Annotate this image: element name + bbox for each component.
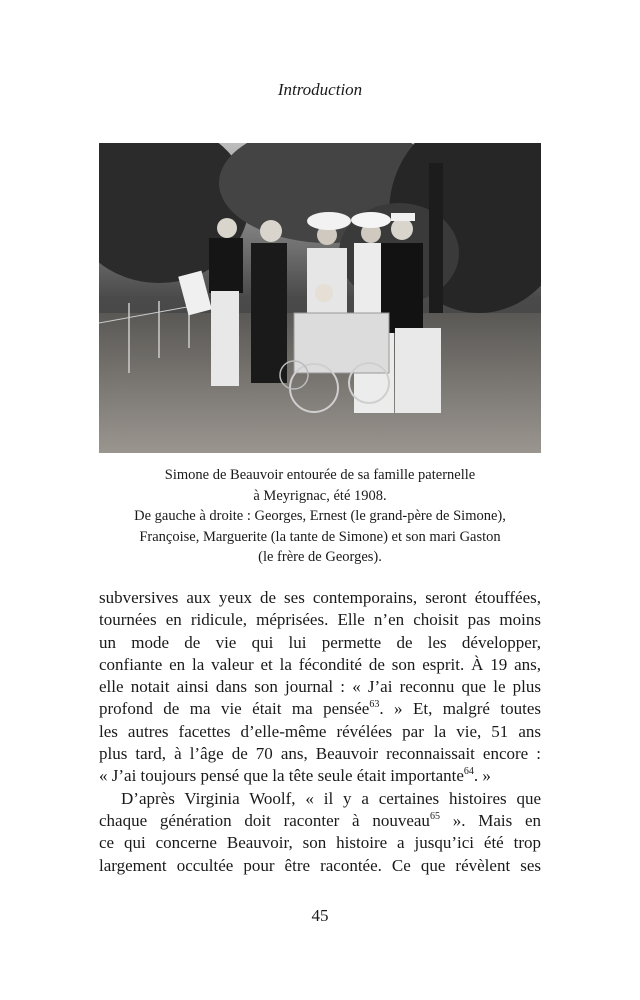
text-fragment: chaque génération doit raconter à nouveau [99,810,430,830]
text-line [99,765,541,787]
caption-line: à Meyrignac, été 1908. [253,487,387,504]
family-photo [99,143,541,453]
text-line: elle notait ainsi dans son journal : « J’ai reconnu que le plus [99,677,541,697]
footnote-ref-64[interactable]: 64 [463,766,474,778]
text-line: confiante en la valeur et la fécondité de son esprit. À 19 ans, [99,654,541,674]
caption-line: Françoise, Marguerite (la tante de Simone) et son mari Gaston [139,528,501,545]
text-fragment: . » Et, malgré toutes [379,699,541,719]
text-line: un mode de vie qui lui permette de les développer, [99,632,541,652]
running-head: Introduction [277,80,363,99]
text-line: D’après Virginia Woolf, « il y a certaines histoires que [121,788,541,808]
text-line: plus tard, à l’âge de 70 ans, Beauvoir reconnaissait encore : [99,744,541,764]
body-text [99,587,541,877]
footnote-ref-65[interactable]: 65 [429,810,440,822]
footnote-ref-63[interactable]: 63 [369,699,380,711]
text-line: les autres facettes d’elle-même révélées par la vie, 51 ans [99,721,541,741]
text-fragment: « J’ai toujours pensé que la tête seule était importante [99,766,464,786]
text-line: ce qui concerne Beauvoir, son histoire a jusqu’ici été trop [99,833,541,853]
text-line [99,698,541,720]
text-line [99,810,541,832]
text-line: tournées en ridicule, méprisées. Elle n’en choisit pas moins [99,610,541,630]
text-line: largement occultée pour être racontée. Ce que révèlent ses [99,855,541,875]
caption-line: (le frère de Georges). [258,549,382,565]
caption-line: Simone de Beauvoir entourée de sa famille paternelle [164,467,476,483]
caption-line: De gauche à droite : Georges, Ernest (le grand-père de Simone), [134,508,506,524]
page-number: 45 [311,906,329,925]
photo-caption [99,465,541,568]
text-line: subversives aux yeux de ses contemporains, seront étouffées, [99,588,541,607]
text-fragment: . » [473,766,491,786]
text-fragment: profond de ma vie était ma pensée [99,699,370,719]
text-fragment: ». Mais en [439,810,542,830]
photo-illustration [99,143,541,453]
